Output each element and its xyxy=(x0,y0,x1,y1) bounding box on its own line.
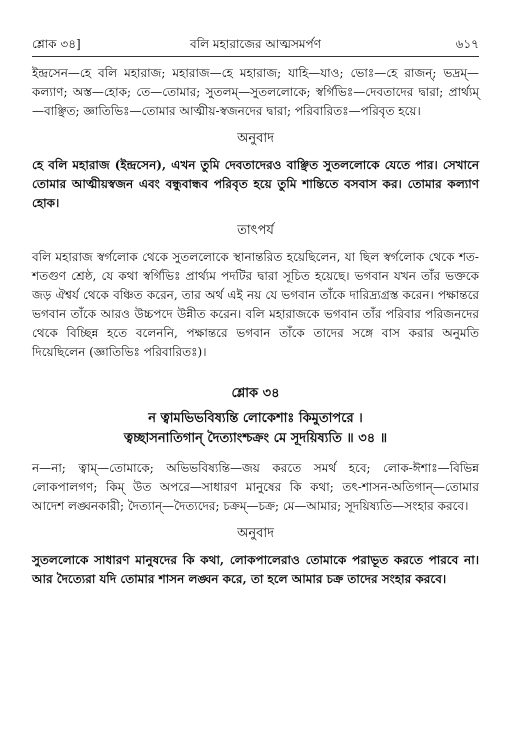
verse-line-1: ন ত্বামভিভবিষ্যন্তি লোকেশাঃ কিমুতাপরে । xyxy=(148,411,363,426)
purport-heading: তাৎপর্য xyxy=(237,223,274,238)
synonyms-section-top xyxy=(32,64,479,121)
header-page-number: ৬১৭ xyxy=(455,37,479,51)
header-divider xyxy=(32,56,479,57)
header-chapter-title: বলি মহারাজের আত্মসমর্পণ xyxy=(190,37,321,51)
translation-heading: অনুবাদ xyxy=(237,131,274,146)
page-header xyxy=(32,36,479,54)
translation-heading-2: অনুবাদ xyxy=(237,526,274,541)
synonyms-text-bottom: ন—না; ত্বাম্—তোমাকে; অভিভবিষ্যন্তি—জয় করতে সমর্থ হবে; লোক-ঈশাঃ—বিভিন্ন লোকপালগণ; কিম্ উত অপরে—সাধারণ মানুষের কি কথা; ত‍ৎ-শাসন-অতিগান্—তোমার আদেশ লঙ্ঘনকারী; দৈত্যান্—দৈত্যদের; চক্রম্—চক্র; মে—আমার; সূদয়িষ্যতি—সংহার করবে। xyxy=(32,461,479,513)
verse-spacer xyxy=(32,449,479,459)
purport-text: বলি মহারাজ স্বর্গলোক থেকে সুতললোকে স্থানান্তরিত হয়েছিলেন, যা ছিল স্বর্গলোক থেকে শত-শতগুণ শ্রেষ্ঠ, যে কথা স্বর্গিভিঃ প্রার্থ্যম পদটির দ্বারা সূচিত হয়েছে। ভগবান যখন তাঁর ভক্তকে জড় ঐশ্বর্য থেকে বঞ্চিত করেন, তার অর্থ এই নয় যে ভগবান তাঁকে দারিদ্র্যগ্রস্ত করেন। পক্ষান্তরে ভগবান তাঁকে আরও উচ্চপদে উন্নীত করেন। বলি মহারাজকে ভগবান তাঁর পরিবার পরিজনদের থেকে বিচ্ছিন্ন হতে বলেননি, পক্ষান্তরে ভগবান তাঁকে তাদের সঙ্গে বাস করার অনুমতি দিয়েছিলেন (জ্ঞাতিভিঃ পরিবারিতঃ)। xyxy=(32,250,479,359)
sloka-heading: শ্লোক ৩৪ xyxy=(231,386,280,401)
synonyms-section-bottom xyxy=(32,459,479,516)
header-verse-ref: শ্লোক ৩৪] xyxy=(32,37,81,51)
verse-line-2: ত্বচ্ছাসনাতিগান্ দৈত্যাংশ্চক্রং মে সূদয়িষ্যতি ॥ ৩৪ ॥ xyxy=(123,431,388,446)
translation-text: হে বলি মহারাজ (ইন্দ্রসেন), এখন তুমি দেবতাদেরও বাঞ্ছিত সুতললোকে যেতে পার। সেখানে তোমার আত্মীয়স্বজন এবং বন্ধুবান্ধব পরিবৃত হয়ে তুমি শান্তিতে বসবাস কর। তোমার কল্যাণ হোক। xyxy=(32,158,479,210)
translation-text-2: সুতললোকে সাধারণ মানুষদের কি কথা, লোকপালেরাও তোমাকে পরাভূত করতে পারবে না। আর দৈত্যেরা যদি তোমার শাসন লঙ্ঘন করে, তা হলে আমার চক্র তাদের সংহার করবে। xyxy=(32,553,479,586)
synonyms-text-top: ইন্দ্রসেন—হে বলি মহারাজ; মহারাজ—হে মহারাজ; যাহি—যাও; ভোঃ—হে রাজন্; ভদ্রম্—কল্যাণ; অস্ত—হোক; তে—তোমার; সুতলম্—সুতললোকে; স্বর্গিভিঃ—দেবতাদের দ্বারা; প্রার্থ্যম্—বাঞ্ছিত; জ্ঞাতিভিঃ—তোমার আত্মীয়-স্বজনদের দ্বারা; পরিবারিতঃ—পরিবৃত হয়ে। xyxy=(32,66,479,118)
page-content xyxy=(32,64,479,589)
